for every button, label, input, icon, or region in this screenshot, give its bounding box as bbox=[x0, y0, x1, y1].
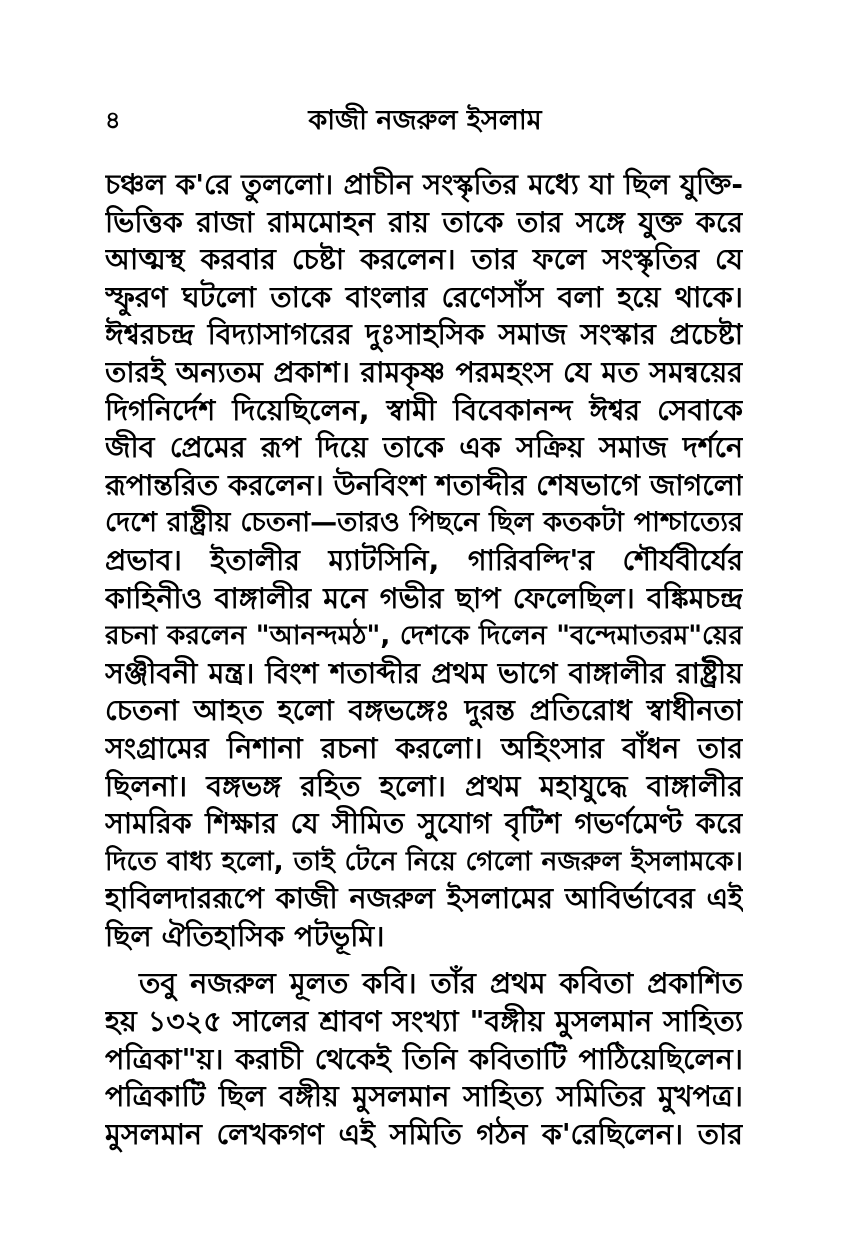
text-line: প্রভাব। ইতালীর ম্যাটসিনি, গারিবল্দি'র শৌর্যবীর্যের bbox=[105, 543, 743, 577]
text-line: জীব প্রেমের রূপ দিয়ে তাকে এক সক্রিয় সমাজ দর্শনে bbox=[105, 431, 743, 465]
text-line: তবু নজরুল মূলত কবি। তাঁর প্রথম কবিতা প্রকাশিত bbox=[139, 967, 743, 1001]
text-line: মুসলমান লেখকগণ এই সমিতি গঠন ক'রেছিলেন। তার bbox=[105, 1117, 743, 1151]
text-line: রচনা করলেন "আনন্দমঠ", দেশকে দিলেন "বন্দেমাতরম"য়ের bbox=[105, 620, 743, 652]
text-line: স্ফুরণ ঘটলো তাকে বাংলার রেণেসাঁস বলা হয়ে থাকে। bbox=[105, 280, 743, 314]
running-title: কাজী নজরুল ইসলাম bbox=[308, 105, 542, 136]
text-line: পত্রিকাটি ছিল বঙ্গীয় মুসলমান সাহিত্য সমিতির মুখপত্র। bbox=[105, 1080, 743, 1114]
text-line: ভিত্তিক রাজা রামমোহন রায় তাকে তার সঙ্গে যুক্ত করে bbox=[105, 205, 743, 239]
text-line: চঞ্চল ক'রে তুললো। প্রাচীন সংস্কৃতির মধ্যে যা ছিল যুক্তি- bbox=[105, 168, 743, 201]
text-line: চেতনা আহত হলো বঙ্গভঙ্গেঃ দুরন্ত প্রতিরোধ স্বাধীনতা bbox=[105, 694, 743, 728]
text-line: তারই অন্যতম প্রকাশ। রামকৃষ্ণ পরমহংস যে মত সমন্বয়ের bbox=[105, 355, 743, 389]
text-line: ছিল ঐতিহাসিক পটভূমি। bbox=[105, 919, 385, 953]
body-text bbox=[105, 166, 743, 1153]
text-line: হাবিলদাররূপে কাজী নজরুল ইসলামের আবির্ভাবের এই bbox=[105, 882, 743, 916]
text-line: দিতে বাধ্য হলো, তাই টেনে নিয়ে গেলো নজরুল ইসলামকে। bbox=[105, 845, 743, 877]
page-header bbox=[105, 100, 745, 140]
text-line: সঞ্জীবনী মন্ত্র। বিংশ শতাব্দীর প্রথম ভাগে বাঙ্গালীর রাষ্ট্রীয় bbox=[105, 656, 743, 690]
paragraph-gap bbox=[105, 955, 743, 965]
text-line: কাহিনীও বাঙ্গালীর মনে গভীর ছাপ ফেলেছিল। বঙ্কিমচন্দ্র bbox=[105, 581, 743, 615]
text-line: সংগ্রামের নিশানা রচনা করলো। অহিংসার বাঁধন তার bbox=[105, 731, 743, 765]
page-number: ৪ bbox=[105, 106, 121, 134]
text-line: রূপান্তরিত করলেন। উনবিংশ শতাব্দীর শেষভাগে জাগলো bbox=[105, 468, 743, 502]
text-line: দেশে রাষ্ট্রীয় চেতনা—তারও পিছনে ছিল কতকটা পাশ্চাত্যের bbox=[105, 507, 743, 539]
text-line: সামরিক শিক্ষার যে সীমিত সুযোগ বৃটিশ গভর্ণমেণ্ট করে bbox=[105, 807, 743, 841]
text-line: পত্রিকা"য়। করাচী থেকেই তিনি কবিতাটি পাঠিয়েছিলেন। bbox=[105, 1042, 743, 1076]
paragraph-2 bbox=[105, 965, 743, 1153]
text-line: দিগনির্দেশ দিয়েছিলেন, স্বামী বিবেকানন্দ ঈশ্বর সেবাকে bbox=[105, 393, 743, 427]
text-line: হয় ১৩২৫ সালের শ্রাবণ সংখ্যা "বঙ্গীয় মুসলমান সাহিত্য bbox=[105, 1005, 743, 1039]
text-line: ছিলনা। বঙ্গভঙ্গ রহিত হলো। প্রথম মহাযুদ্ধে বাঙ্গালীর bbox=[105, 769, 743, 803]
text-line: আত্মস্থ করবার চেষ্টা করলেন। তার ফলে সংস্কৃতির যে bbox=[105, 243, 743, 277]
paragraph-1 bbox=[105, 166, 743, 955]
text-line: ঈশ্বরচন্দ্র বিদ্যাসাগরের দুঃসাহসিক সমাজ সংস্কার প্রচেষ্টা bbox=[105, 318, 743, 352]
